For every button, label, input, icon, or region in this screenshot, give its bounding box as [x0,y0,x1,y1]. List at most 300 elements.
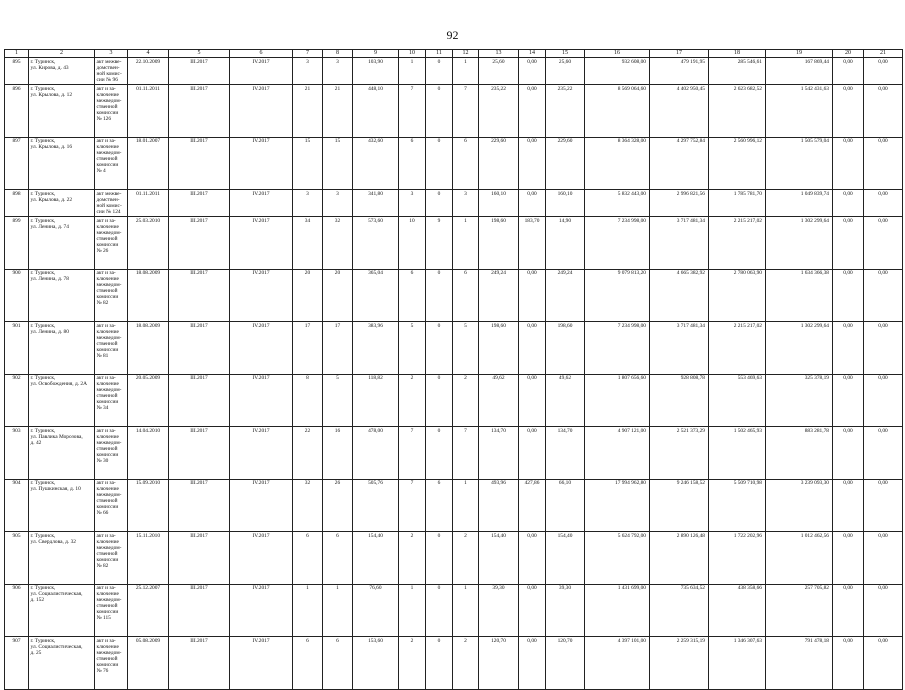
table-cell: 2 996 821,56 [650,190,709,217]
table-row [5,269,903,322]
table-cell: 896 [5,85,29,138]
table-cell: 897 [5,137,29,190]
table-cell: 15 [323,137,353,190]
table-cell: 493,96 [479,479,519,532]
table-cell: 0 [426,584,453,637]
table-cell: 906 [5,584,29,637]
table-cell: 1 634 366,38 [766,269,833,322]
table-cell: 21 [293,85,323,138]
table-cell: IV.2017 [230,58,293,85]
table-cell: IV.2017 [230,85,293,138]
table-cell: г. Туринск, ул. Пушкинская, д. 10 [29,479,95,532]
table-cell: 427,86 [519,479,546,532]
table-cell: 907 [5,637,29,690]
table-cell: 18.08.2009 [128,269,169,322]
table-cell: IV.2017 [230,190,293,217]
table-cell: 39,30 [479,584,519,637]
table-cell: 134,70 [546,427,585,480]
table-cell: г. Туринск, ул. Крылова, д. 12 [29,85,95,138]
table-cell: IV.2017 [230,374,293,427]
table-cell: 0,00 [519,584,546,637]
table-cell: 15 [293,137,323,190]
table-cell: 01.11.2011 [128,190,169,217]
table-cell: акт и за- ключение межведом- ственной комиссии № 26 [95,217,128,270]
table-cell: 6 [293,532,323,585]
table-cell: 0,00 [864,584,903,637]
table-body [5,58,903,690]
table-cell: 0,00 [864,479,903,532]
table-cell: 1 049 839,74 [766,190,833,217]
table-row [5,217,903,270]
table-cell: 0,00 [833,137,864,190]
table-cell: 0 [426,190,453,217]
table-cell: 8 364 328,00 [585,137,650,190]
table-cell: 167 869,44 [766,58,833,85]
table-row [5,637,903,690]
table-cell: 198,60 [479,217,519,270]
page-number: 92 [446,28,459,42]
table-cell: 15.09.2010 [128,479,169,532]
column-header: 8 [323,50,353,58]
table-cell: 0,00 [519,190,546,217]
table-row [5,532,903,585]
table-cell: 160,10 [479,190,519,217]
table-cell: 285 546,61 [709,58,766,85]
column-header: 4 [128,50,169,58]
table-cell: 3 [323,58,353,85]
table-cell: 903 [5,427,29,480]
table-cell: 0,00 [519,322,546,375]
table-cell: 4 297 752,84 [650,137,709,190]
table-cell: 0,00 [519,637,546,690]
table-cell: 2 [453,374,479,427]
table-cell: 0 [426,137,453,190]
table-cell: 1 [293,584,323,637]
table-cell: 478,00 [353,427,399,480]
table-cell: 6 [399,137,426,190]
table-cell: III.2017 [169,374,230,427]
table-cell: 7 [453,85,479,138]
table-cell: 257 705,82 [766,584,833,637]
table-cell: 66,10 [546,479,585,532]
table-cell: 0,00 [864,532,903,585]
table-cell: г. Туринск, ул. Павлика Морозова, д. 42 [29,427,95,480]
table-cell: III.2017 [169,532,230,585]
table-cell: 6 [399,269,426,322]
table-cell: 183,70 [519,217,546,270]
table-cell: акт и за- ключение межведом- ственной комиссии № 30 [95,427,128,480]
table-cell: 26 [323,479,353,532]
table-cell: 365,04 [353,269,399,322]
table-cell: 22.10.2009 [128,58,169,85]
table-cell: г. Туринск, ул. Социалистическая, д. 152 [29,584,95,637]
table-cell: 1 346 307,63 [709,637,766,690]
table-cell: 49,62 [479,374,519,427]
table-cell: 0,00 [519,85,546,138]
table-cell: 0,00 [833,374,864,427]
table-cell: 553 469,63 [709,374,766,427]
table-cell: 735 634,52 [650,584,709,637]
table-cell: 17 [323,322,353,375]
table-cell: 573,60 [353,217,399,270]
table-cell: 0,00 [833,584,864,637]
table-cell: IV.2017 [230,322,293,375]
table-cell: акт межве- домствен- ной комис- сии № 96 [95,58,128,85]
table-cell: акт и за- ключение межведом- ственной комиссии № 82 [95,532,128,585]
table-cell: 0 [426,85,453,138]
table-cell: 0,00 [864,217,903,270]
table-cell: 49,62 [546,374,585,427]
table-cell: 0,00 [864,137,903,190]
table-cell: 1 807 656,60 [585,374,650,427]
table-cell: 883 281,78 [766,427,833,480]
table-cell: III.2017 [169,322,230,375]
table-cell: IV.2017 [230,217,293,270]
table-cell: 7 [453,427,479,480]
table-cell: 6 [426,479,453,532]
table-row [5,427,903,480]
table-cell: 32 [323,217,353,270]
table-cell: III.2017 [169,584,230,637]
table-cell: 901 [5,322,29,375]
table-cell: 0 [426,374,453,427]
table-cell: 8 [293,374,323,427]
table-cell: акт и за- ключение межведом- ственной комиссии № 4 [95,137,128,190]
table-cell: 34 [293,217,323,270]
table-cell: 2 [399,374,426,427]
table-cell: 3 [323,190,353,217]
table-cell: 902 [5,374,29,427]
table-cell: 0,00 [519,269,546,322]
table-cell: 14,90 [546,217,585,270]
table-row [5,190,903,217]
table-cell: III.2017 [169,190,230,217]
table-cell: 20 [293,269,323,322]
table-cell: 16 [323,427,353,480]
table-cell: 905 [5,532,29,585]
table-cell: г. Туринск, ул. Ленина, д. 80 [29,322,95,375]
table-cell: 1 302 299,64 [766,322,833,375]
table-cell: 1 [453,479,479,532]
table-cell: г. Туринск, ул. Ленина, д. 74 [29,217,95,270]
table-cell: 25,60 [546,58,585,85]
column-header: 3 [95,50,128,58]
table-cell: 32 [293,479,323,532]
table-cell: 4 907 121,00 [585,427,650,480]
column-header: 7 [293,50,323,58]
table-cell: 154,40 [353,532,399,585]
table-cell: 0 [426,427,453,480]
table-row [5,479,903,532]
table-cell: 2 [399,637,426,690]
table-cell: 3 [293,58,323,85]
column-header: 15 [546,50,585,58]
table-cell: 154,40 [546,532,585,585]
table-cell: 120,70 [479,637,519,690]
column-header: 18 [709,50,766,58]
table-cell: 0,00 [864,85,903,138]
column-header: 1 [5,50,29,58]
table-cell: 1 [399,584,426,637]
table-cell: 1 502 465,93 [709,427,766,480]
table-cell: 432,60 [353,137,399,190]
table-cell: 0,00 [864,637,903,690]
table-cell: III.2017 [169,85,230,138]
table-cell: 235,22 [546,85,585,138]
table-cell: 899 [5,217,29,270]
table-cell: 1 [323,584,353,637]
table-cell: 2 623 682,52 [709,85,766,138]
table-cell: 791 478,18 [766,637,833,690]
table-cell: 198,60 [479,322,519,375]
table-cell: 14.04.2010 [128,427,169,480]
table-cell: 25.03.2010 [128,217,169,270]
column-header: 19 [766,50,833,58]
table-cell: 6 [323,637,353,690]
table-cell: 25,60 [479,58,519,85]
table-cell: 7 [399,479,426,532]
table-cell: 1 542 431,63 [766,85,833,138]
table-cell: 1 [399,58,426,85]
table-row [5,85,903,138]
table-cell: 0,00 [833,190,864,217]
table-cell: 0,00 [833,532,864,585]
table-cell: 341,80 [353,190,399,217]
table-cell: 0,00 [833,479,864,532]
table-cell: III.2017 [169,58,230,85]
table-cell: 21 [323,85,353,138]
table-cell: 6 [453,269,479,322]
table-cell: IV.2017 [230,637,293,690]
column-header: 13 [479,50,519,58]
table-cell: 9 246 158,52 [650,479,709,532]
table-cell: 20.05.2009 [128,374,169,427]
table-cell: IV.2017 [230,584,293,637]
table-cell: 0 [426,269,453,322]
table-cell: 229,60 [546,137,585,190]
table-cell: 898 [5,190,29,217]
table-cell: 1 302 299,64 [766,217,833,270]
table-cell: 25.12.2007 [128,584,169,637]
table-cell: 9 [426,217,453,270]
table-cell: III.2017 [169,479,230,532]
table-cell: 4 402 950,45 [650,85,709,138]
table-cell: 1 722 202,96 [709,532,766,585]
table-cell: 383,96 [353,322,399,375]
table-cell: 5 [453,322,479,375]
table-cell: 17 [293,322,323,375]
table-cell: 118,82 [353,374,399,427]
table-cell: 2 [399,532,426,585]
table-cell: 932 608,00 [585,58,650,85]
table-cell: 0,00 [833,217,864,270]
table-cell: 1 [453,58,479,85]
table-cell: акт и за- ключение межведом- ственной комиссии № 81 [95,322,128,375]
table-cell: 7 [399,85,426,138]
table-cell: 22 [293,427,323,480]
table-cell: 134,70 [479,427,519,480]
table-cell: IV.2017 [230,269,293,322]
column-header: 12 [453,50,479,58]
table-cell: 2 215 217,02 [709,322,766,375]
column-number-row [5,50,903,58]
column-header: 17 [650,50,709,58]
table-cell: 3 239 093,30 [766,479,833,532]
table-cell: III.2017 [169,137,230,190]
table-cell: IV.2017 [230,427,293,480]
table-cell: г. Туринск, ул. Свердлова, д. 32 [29,532,95,585]
column-header: 10 [399,50,426,58]
table-cell: III.2017 [169,269,230,322]
table-cell: 0,00 [519,374,546,427]
table-cell: 1 785 781,70 [709,190,766,217]
table-cell: 0,00 [833,427,864,480]
column-header: 6 [230,50,293,58]
table-cell: 01.11.2011 [128,85,169,138]
table-cell: 3 717 481,34 [650,322,709,375]
table-cell: 4 665 382,92 [650,269,709,322]
table-cell: г. Туринск, ул. Ленина, д. 78 [29,269,95,322]
table-cell: акт межве- домствен- ной комис- сии № 124 [95,190,128,217]
table-row [5,322,903,375]
table-cell: 505,76 [353,479,399,532]
table-cell: 4 397 101,00 [585,637,650,690]
table-cell: г. Туринск, ул. Освобождения, д. 2А [29,374,95,427]
column-header: 2 [29,50,95,58]
table-cell: 7 [399,427,426,480]
column-header: 21 [864,50,903,58]
table-cell: 154,40 [479,532,519,585]
table-cell: 6 [293,637,323,690]
table-cell: 10 [399,217,426,270]
table-cell: 2 215 217,02 [709,217,766,270]
table-cell: 120,70 [546,637,585,690]
table-cell: 438 358,66 [709,584,766,637]
table-cell: акт и за- ключение межведом- ственной комиссии № 115 [95,584,128,637]
table-cell: 8 569 064,60 [585,85,650,138]
table-cell: 0,00 [864,58,903,85]
table-cell: III.2017 [169,427,230,480]
table-cell: 103,90 [353,58,399,85]
table-row [5,374,903,427]
table-cell: 895 [5,58,29,85]
table-cell: 0,00 [864,374,903,427]
table-cell: 0,00 [833,269,864,322]
table-cell: 0,00 [833,322,864,375]
table-cell: 0,00 [864,190,903,217]
table-cell: 0 [426,322,453,375]
table-cell: 18.08.2009 [128,322,169,375]
table-cell: акт и за- ключение межведом- ственной комиссии № 34 [95,374,128,427]
table-cell: 0,00 [833,58,864,85]
table-cell: 0,00 [519,532,546,585]
table-cell: 5 832 443,00 [585,190,650,217]
column-header: 5 [169,50,230,58]
table-cell: 448,10 [353,85,399,138]
table-cell: 2 [453,637,479,690]
table-cell: 15.11.2010 [128,532,169,585]
table-cell: 0,00 [833,85,864,138]
table-cell: 6 [453,137,479,190]
table-cell: 249,24 [546,269,585,322]
column-header: 14 [519,50,546,58]
table-cell: 0,00 [519,137,546,190]
table-cell: IV.2017 [230,137,293,190]
table-cell: 928 808,78 [650,374,709,427]
table-cell: 1 [453,584,479,637]
register-table [4,49,903,690]
table-cell: 235,22 [479,85,519,138]
table-cell: 0,00 [833,637,864,690]
table-cell: акт и за- ключение межведом- ственной комиссии № 66 [95,479,128,532]
table-cell: 3 [453,190,479,217]
table-cell: 2 560 996,12 [709,137,766,190]
table-cell: 2 890 126,48 [650,532,709,585]
table-cell: 0 [426,532,453,585]
table-cell: 2 259 315,19 [650,637,709,690]
table-cell: 1 505 579,04 [766,137,833,190]
table-cell: акт и за- ключение межведом- ственной комиссии № 76 [95,637,128,690]
table-cell: 1 [453,217,479,270]
table-cell: г. Туринск, ул. Социалистическая, д. 25 [29,637,95,690]
table-cell: акт и за- ключение межведом- ственной комиссии № 126 [95,85,128,138]
table-cell: 2 780 063,90 [709,269,766,322]
table-row [5,58,903,85]
table-cell: 76,60 [353,584,399,637]
table-cell: 479 191,95 [650,58,709,85]
table-cell: III.2017 [169,637,230,690]
table-cell: 2 521 373,29 [650,427,709,480]
table-cell: 0,00 [519,58,546,85]
table-cell: 904 [5,479,29,532]
table-row [5,137,903,190]
table-cell: 325 378,19 [766,374,833,427]
table-cell: 1 012 462,56 [766,532,833,585]
table-cell: 5 624 792,00 [585,532,650,585]
table-cell: 0 [426,637,453,690]
column-header: 16 [585,50,650,58]
table-cell: 0,00 [864,269,903,322]
table-cell: 5 [399,322,426,375]
table-cell: 2 [453,532,479,585]
table-cell: 17 994 962,80 [585,479,650,532]
table-cell: 1 431 699,00 [585,584,650,637]
table-cell: 249,24 [479,269,519,322]
table-cell: 0 [426,58,453,85]
table-row [5,584,903,637]
table-cell: 39,30 [546,584,585,637]
column-header: 9 [353,50,399,58]
table-cell: 229,60 [479,137,519,190]
table-cell: 5 [323,374,353,427]
table-cell: 0,00 [864,427,903,480]
table-cell: 198,60 [546,322,585,375]
table-cell: 3 [399,190,426,217]
table-cell: 05.08.2009 [128,637,169,690]
table-cell: III.2017 [169,217,230,270]
table-cell: акт и за- ключение межведом- ственной комиссии № 82 [95,269,128,322]
table-cell: 0,00 [864,322,903,375]
table-cell: 18.01.2007 [128,137,169,190]
table-cell: г. Туринск, ул. Крылова, д. 16 [29,137,95,190]
table-cell: 6 [323,532,353,585]
table-cell: 153,60 [353,637,399,690]
table-cell: 5 509 710,98 [709,479,766,532]
column-header: 20 [833,50,864,58]
table-cell: 20 [323,269,353,322]
table-cell: 900 [5,269,29,322]
table-cell: 0,00 [519,427,546,480]
